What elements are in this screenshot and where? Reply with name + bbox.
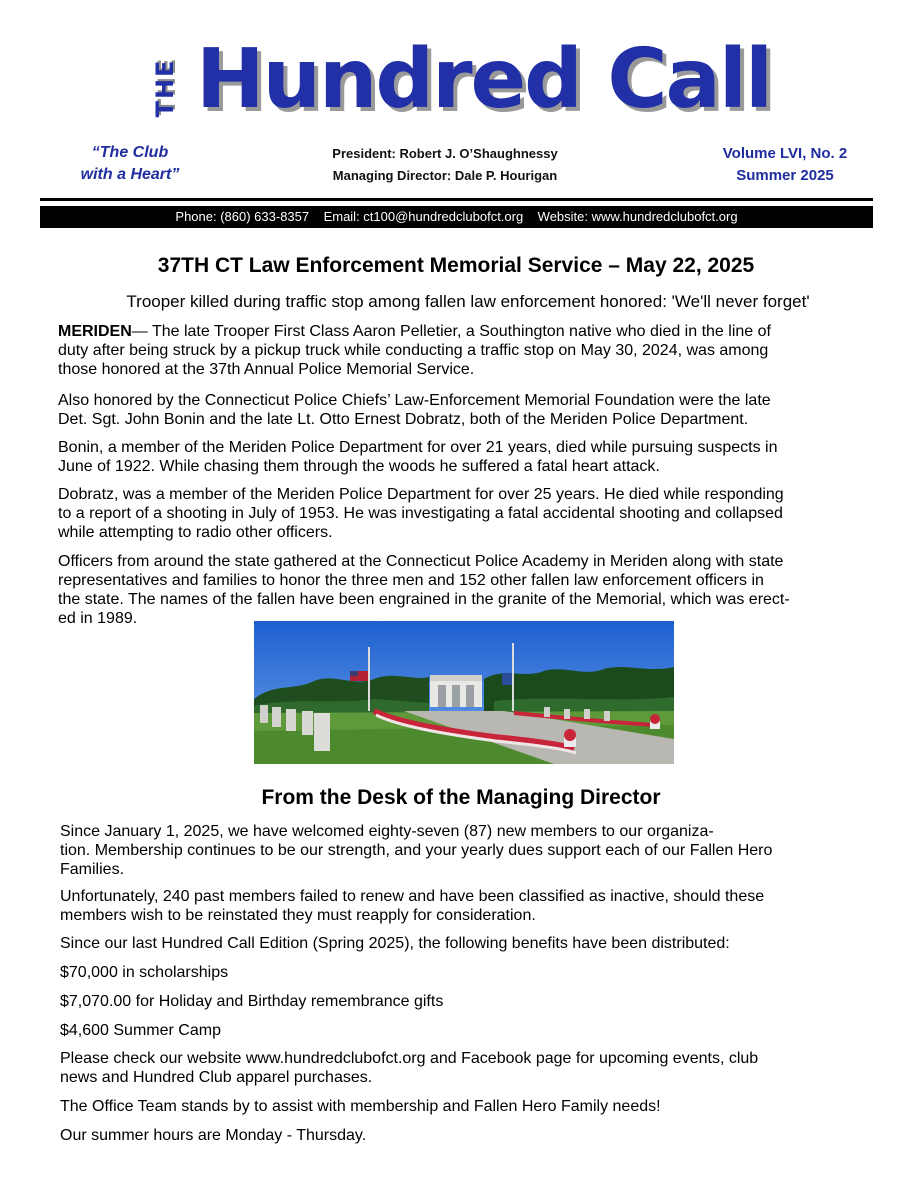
paragraph-line: Please check our website www.hundredclubofct.org and Facebook page for upcoming events, club [60,1050,759,1067]
paragraph-line: members wish to be reinstated they must reapply for consideration. [60,907,536,924]
article-headline: 37TH CT Law Enforcement Memorial Service – May 22, 2025 [157,254,755,277]
article-paragraph-2 [58,391,878,429]
paragraph-line: representatives and families to honor the three men and 152 other fallen law enforcement officers in [58,572,764,589]
paragraph-line: Dobratz, was a member of the Meriden Police Department for over 25 years. He died while responding [58,486,784,503]
desk-paragraph-3: Since our last Hundred Call Edition (Spring 2025), the following benefits have been distributed: [60,935,730,952]
desk-paragraph-4 [60,1049,880,1087]
desk-paragraph-2 [60,887,880,925]
motto-line-2: with a Heart” [80,166,180,183]
benefit-gifts: $7,070.00 for Holiday and Birthday remembrance gifts [60,993,444,1010]
benefit-summer-camp: $4,600 Summer Camp [60,1022,221,1039]
paragraph-line: Since January 1, 2025, we have welcomed eighty-seven (87) new members to our organiza- [60,823,714,840]
paragraph-line: Families. [60,861,125,878]
lead-line-3: those honored at the 37th Annual Police Memorial Service. [58,361,475,378]
managing-director-line: Managing Director: Dale P. Hourigan [332,168,558,183]
article-paragraph-3 [58,438,878,476]
article-subheadline: Trooper killed during traffic stop among fallen law enforcement honored: 'We'll never forget' [126,292,810,311]
paragraph-line: Unfortunately, 240 past members failed to renew and have been classified as inactive, should these [60,888,765,905]
paragraph-line: June of 1922. While chasing them through the woods he suffered a fatal heart attack. [58,458,660,475]
article-paragraph-1 [58,322,878,379]
paragraph-line: the state. The names of the fallen have been engrained in the granite of the Memorial, which was erect- [58,591,790,608]
paragraph-line: to a report of a shooting in July of 1953. He was investigating a fatal accidental shooting and collapsed [58,505,783,522]
paragraph-line: while attempting to radio other officers. [58,524,333,541]
paragraph-line: news and Hundred Club apparel purchases. [60,1069,373,1086]
dateline: MERIDEN [58,323,132,340]
president-line: President: Robert J. O’Shaughnessy [332,146,558,161]
volume-number: Volume LVI, No. 2 [722,145,848,162]
contact-bar: Phone: (860) 633-8357 Email: ct100@hundredclubofct.org Website: www.hundredclubofct.org [40,206,873,228]
masthead-the: THE [151,58,179,118]
desk-paragraph-1 [60,822,880,879]
masthead-rule [40,198,873,201]
paragraph-line: tion. Membership continues to be our strength, and your yearly dues support each of our Fallen Hero [60,842,773,859]
issue-info [700,143,870,187]
paragraph-line: Officers from around the state gathered at the Connecticut Police Academy in Meriden along with state [58,553,784,570]
article-paragraph-5 [58,552,878,628]
article-paragraph-4 [58,485,878,542]
motto-line-1: “The Club [91,144,169,161]
issue-season: Summer 2025 [736,167,834,184]
paragraph-line: Also honored by the Connecticut Police Chiefs’ Law-Enforcement Memorial Foundation were the late [58,392,771,409]
lead-line-2: duty after being struck by a pickup truck while conducting a traffic stop on May 30, 2024, was among [58,342,769,359]
memorial-photo [254,621,674,764]
paragraph-line: ed in 1989. [58,610,138,627]
paragraph-line: Bonin, a member of the Meriden Police Department for over 21 years, died while pursuing suspects in [58,439,778,456]
benefit-scholarships: $70,000 in scholarships [60,964,229,981]
newsletter-title: Hundred Call [196,32,772,127]
desk-heading: From the Desk of the Managing Director [261,786,661,809]
desk-paragraph-5: The Office Team stands by to assist with membership and Fallen Hero Family needs! [60,1098,661,1115]
lead-line-1: — The late Trooper First Class Aaron Pelletier, a Southington native who died in the line of [131,323,771,340]
desk-paragraph-6: Our summer hours are Monday - Thursday. [60,1127,367,1144]
officers-block [295,143,595,187]
club-motto [55,142,205,186]
paragraph-line: Det. Sgt. John Bonin and the late Lt. Otto Ernest Dobratz, both of the Meriden Police Department. [58,411,749,428]
